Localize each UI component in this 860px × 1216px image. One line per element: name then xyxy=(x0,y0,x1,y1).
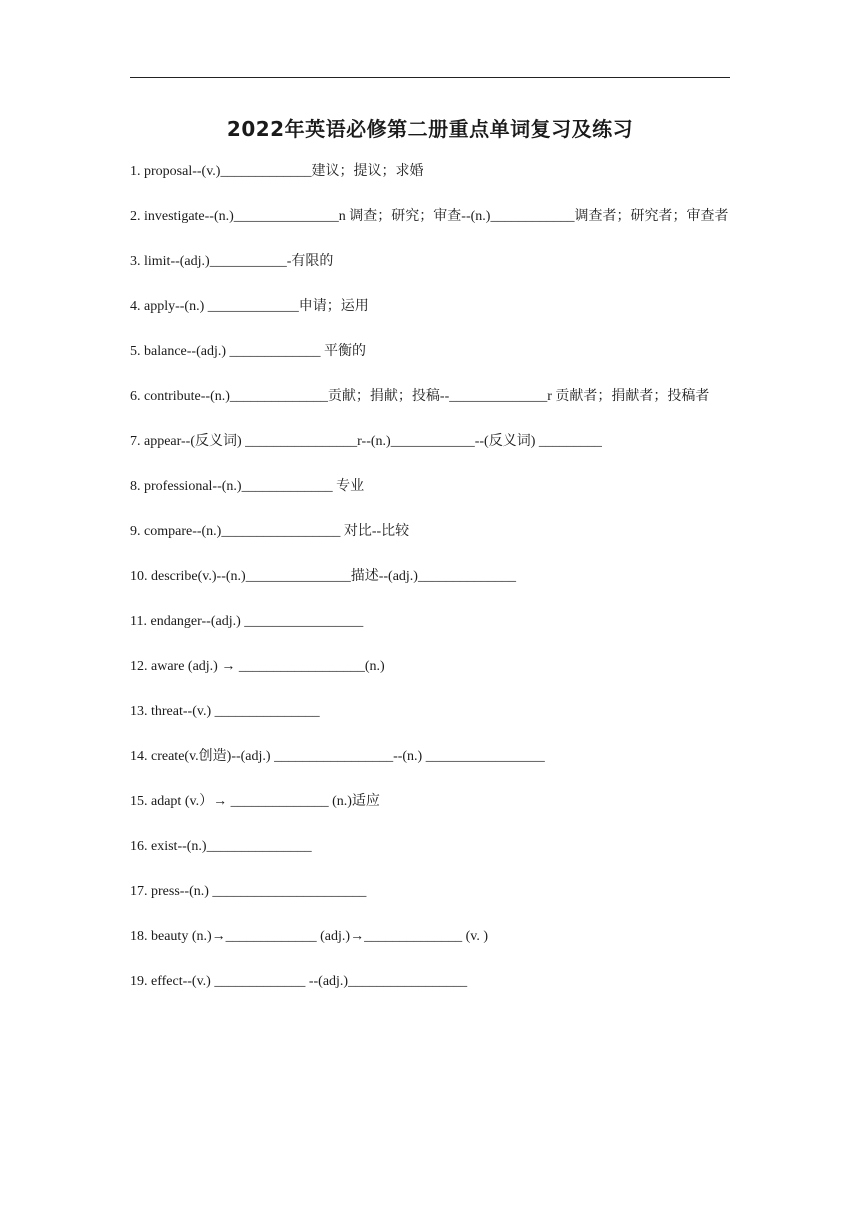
exercise-item-3: 3. limit--(adj.)___________-有限的 xyxy=(130,254,334,269)
document-title: 2022年英语必修第二册重点单词复习及练习 xyxy=(226,117,634,141)
exercise-item-2: 2. investigate--(n.)_______________n 调查；研究；审查--(n.)____________调查者；研究者；审查者 xyxy=(130,209,729,224)
exercise-item-4: 4. apply--(n.) _____________申请；运用 xyxy=(130,299,369,314)
exercise-item-10: 10. describe(v.)--(n.)_______________描述--(adj.)______________ xyxy=(130,569,516,584)
exercise-item-5: 5. balance--(adj.) _____________ 平衡的 xyxy=(130,344,366,359)
exercise-item-18: 18. beauty (n.)→_____________ (adj.)→______________ (v. ) xyxy=(130,929,488,944)
exercise-item-9: 9. compare--(n.)_________________ 对比--比较 xyxy=(130,524,410,539)
exercise-item-7: 7. appear--(反义词) ________________r--(n.)____________--(反义词) _________ xyxy=(130,434,602,449)
exercise-item-13: 13. threat--(v.) _______________ xyxy=(130,704,320,719)
exercise-item-12: 12. aware (adj.) → __________________(n.) xyxy=(130,659,385,674)
exercise-list xyxy=(130,160,734,1015)
exercise-item-6: 6. contribute--(n.)______________贡献；捐献；投稿--______________r 贡献者；捐献者；投稿者 xyxy=(130,389,710,404)
exercise-item-14: 14. create(v.创造)--(adj.) _________________--(n.) _________________ xyxy=(130,749,545,764)
exercise-item-8: 8. professional--(n.)_____________ 专业 xyxy=(130,479,365,494)
exercise-item-17: 17. press--(n.) ______________________ xyxy=(130,884,367,899)
exercise-item-15: 15. adapt (v.）→ ______________ (n.)适应 xyxy=(130,794,380,809)
exercise-item-16: 16. exist--(n.)_______________ xyxy=(130,839,312,854)
exercise-item-11: 11. endanger--(adj.) _________________ xyxy=(130,614,364,629)
exercise-item-19: 19. effect--(v.) _____________ --(adj.)_________________ xyxy=(130,974,468,989)
exercise-item-1: 1. proposal--(v.)_____________建议；提议；求婚 xyxy=(130,164,424,179)
header-rule xyxy=(130,77,730,78)
